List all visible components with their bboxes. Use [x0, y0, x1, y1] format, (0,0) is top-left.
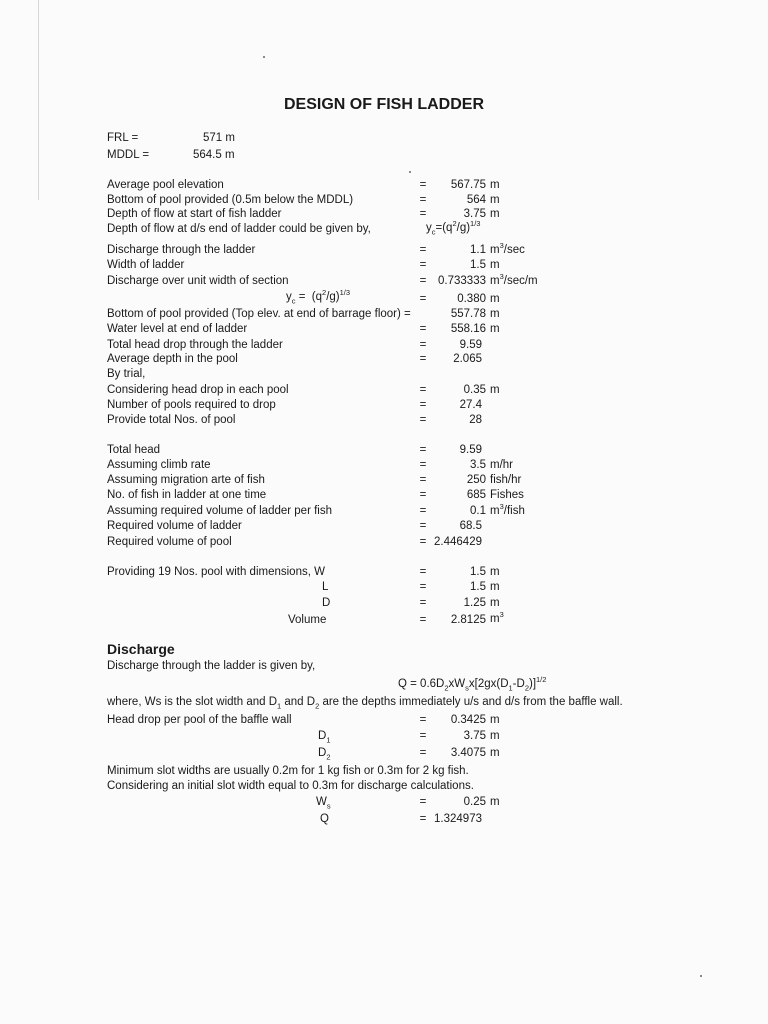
head-drop-label: Head drop per pool of the baffle wall [107, 714, 292, 726]
row-unit: m [490, 581, 500, 593]
d1-value: 3.75 [463, 730, 486, 742]
row-label: Width of ladder [107, 259, 185, 271]
row-value: 2.8125 [450, 614, 486, 626]
discharge-formula: $Q = 0.6D_2xW_sx[2gx(D_1-D_2)]^{1/2}$ [398, 675, 547, 693]
row-unit: m [490, 194, 500, 206]
row-unit: $m^3$ [490, 610, 504, 625]
row-unit: m [490, 179, 500, 191]
ws-unit: m [490, 796, 500, 808]
row-value: 1.5 [470, 581, 486, 593]
row-value: 1.25 [463, 597, 486, 609]
row-value: 0.35 [463, 384, 486, 396]
row-label: By trial, [107, 368, 146, 380]
row-unit: $m^3$/fish [490, 502, 525, 517]
row-unit: m [490, 384, 500, 396]
row-equals: = [419, 208, 427, 220]
pool-dim-symbol: D [322, 597, 331, 609]
row-value: 3.5 [470, 459, 486, 471]
row-label: Bottom of pool provided (Top elev. at end of barrage floor) = [107, 308, 411, 320]
row-value: 0.380 [457, 293, 486, 305]
row-unit: m [490, 293, 500, 305]
note-initial-slot: Considering an initial slot width equal to 0.3m for discharge calculations. [107, 780, 474, 792]
head-drop-unit: m [490, 714, 500, 726]
row-value: 1.5 [470, 566, 486, 578]
row-equals: = [419, 194, 427, 206]
row-equals: = [419, 614, 427, 626]
row-equals: = [419, 399, 427, 411]
scan-speck [409, 171, 411, 173]
row-label: Average pool elevation [107, 179, 224, 191]
row-label: Required volume of ladder [107, 520, 242, 532]
pool-dim-symbol: Volume [288, 614, 327, 626]
row-value: 564 [466, 194, 486, 206]
row-equals: = [419, 339, 427, 351]
head-drop-value: 0.3425 [450, 714, 486, 726]
row-equals: = [419, 520, 427, 532]
row-unit: fish/hr [490, 474, 522, 486]
row-value: 567.75 [450, 179, 486, 191]
row-label: Assuming required volume of ladder per fish [107, 505, 333, 517]
row-equals: = [419, 813, 427, 825]
q-value: 1.324973 [434, 813, 482, 825]
mddl-label: MDDL = [107, 149, 150, 161]
row-value: 2.065 [453, 353, 482, 365]
row-value: 28 [469, 414, 482, 426]
row-equals: = [419, 566, 427, 578]
row-equals: = [419, 796, 427, 808]
pool-dim-symbol: L [322, 581, 329, 593]
row-label: Discharge over unit width of section [107, 275, 289, 287]
row-value: 1.5 [470, 259, 486, 271]
row-value: 558.16 [450, 323, 486, 335]
scan-speck [263, 56, 265, 58]
row-unit: m/hr [490, 459, 513, 471]
row-unit: m [490, 208, 500, 220]
discharge-where: where, Ws is the slot width and $D_1$ and $D_2$ are the depths immediately u/s and d/s from the baffle wall. [107, 696, 623, 711]
d1-symbol: $D_1$ [318, 730, 331, 745]
row-value: 2.446429 [434, 536, 482, 548]
row-equals: = [419, 505, 427, 517]
row-label: Bottom of pool provided (0.5m below the MDDL) [107, 194, 354, 206]
row-equals: = [419, 275, 427, 287]
row-value: 557.78 [450, 308, 486, 320]
row-equals: = [419, 597, 427, 609]
discharge-heading: Discharge [107, 641, 175, 657]
q-symbol: Q [320, 813, 329, 825]
row-unit: m [490, 566, 500, 578]
row-unit: $m^3/\sec$ [490, 241, 525, 256]
row-unit: Fishes [490, 489, 524, 501]
row-unit: m [490, 597, 500, 609]
row-equals: = [419, 179, 427, 191]
row-equals: = [419, 474, 427, 486]
row-equals: = [419, 244, 427, 256]
row-equals: = [419, 536, 427, 548]
row-label: Number of pools required to drop [107, 399, 276, 411]
row-label: Required volume of pool [107, 536, 232, 548]
document-title: DESIGN OF FISH LADDER [283, 96, 484, 113]
row-equals: = [419, 459, 427, 471]
note-slot-widths: Minimum slot widths are usually 0.2m for 1 kg fish or 0.3m for 2 kg fish. [107, 765, 469, 777]
row-equals: = [419, 259, 427, 271]
row-value: 0.733333 [438, 275, 486, 287]
row-equals: = [419, 730, 427, 742]
row-equals: = [419, 581, 427, 593]
yc-formula-left: $y_c = (q^2/g)^{1/3}$ [286, 288, 351, 306]
ws-value: 0.25 [463, 796, 486, 808]
row-value: 3.75 [463, 208, 486, 220]
ws-symbol: $W_s$ [316, 796, 331, 811]
row-label: Average depth in the pool [107, 353, 238, 365]
row-equals: = [419, 384, 427, 396]
row-unit: m [490, 308, 500, 320]
row-label: Depth of flow at d/s end of ladder could be given by, [107, 223, 371, 235]
row-equals: = [419, 353, 427, 365]
row-unit: m [490, 323, 500, 335]
frl-label: FRL = [107, 132, 139, 144]
row-unit: m [490, 259, 500, 271]
row-label: No. of fish in ladder at one time [107, 489, 267, 501]
row-value: 9.59 [459, 444, 482, 456]
row-label: Depth of flow at start of fish ladder [107, 208, 282, 220]
row-value: 685 [466, 489, 486, 501]
row-label: Water level at end of ladder [107, 323, 248, 335]
row-equals: = [419, 747, 427, 759]
d2-symbol: $D_2$ [318, 747, 331, 762]
row-unit: $m^3/\sec/m$ [490, 272, 538, 287]
d2-value: 3.4075 [450, 747, 486, 759]
row-equals: = [419, 444, 427, 456]
row-equals: = [419, 489, 427, 501]
row-label: Considering head drop in each pool [107, 384, 289, 396]
d2-unit: m [490, 747, 500, 759]
row-equals: = [419, 293, 427, 305]
yc-formula-right: $y_c=(q^2/g)^{1/3}$ [426, 219, 481, 237]
mddl-value: 564.5 m [193, 149, 235, 161]
row-equals: = [419, 323, 427, 335]
row-value: 27.4 [459, 399, 482, 411]
row-value: 9.59 [459, 339, 482, 351]
row-label: Discharge through the ladder [107, 244, 256, 256]
frl-value: 571 m [203, 132, 235, 144]
row-value: 68.5 [459, 520, 482, 532]
row-label: Total head [107, 444, 161, 456]
row-equals: = [419, 414, 427, 426]
row-value: 250 [466, 474, 486, 486]
scan-speck [700, 975, 702, 977]
row-label: Assuming climb rate [107, 459, 211, 471]
row-label: Assuming migration arte of fish [107, 474, 265, 486]
row-value: 0.1 [470, 505, 486, 517]
row-equals: = [419, 714, 427, 726]
row-label: Total head drop through the ladder [107, 339, 283, 351]
row-value: 1.1 [470, 244, 486, 256]
pool-dims-label: Providing 19 Nos. pool with dimensions, W [107, 566, 325, 578]
d1-unit: m [490, 730, 500, 742]
discharge-intro: Discharge through the ladder is given by, [107, 660, 316, 672]
row-label: Provide total Nos. of pool [107, 414, 236, 426]
